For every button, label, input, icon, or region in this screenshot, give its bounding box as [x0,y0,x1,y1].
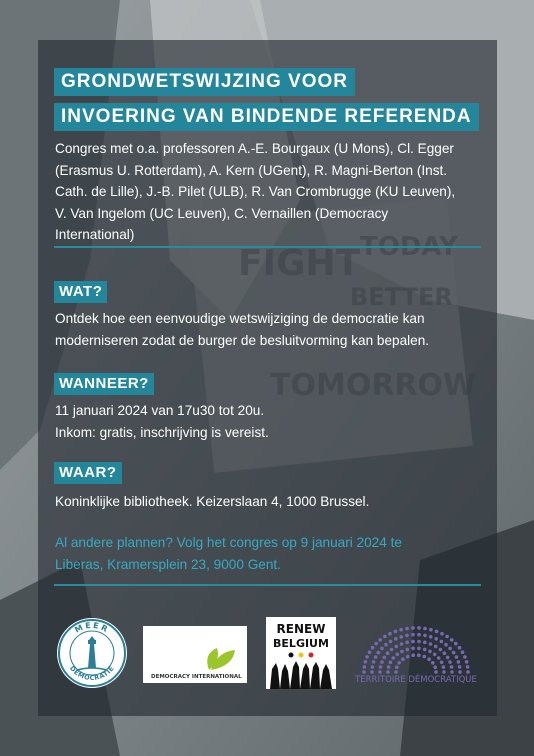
hemicycle-seat [446,656,450,660]
wat-line: Ontdek hoe een eenvoudige wetswijziging de democratie kan [55,311,425,326]
title-line-1: GRONDWETSWIJZING VOOR [54,68,355,96]
title-line-2: INVOERING VAN BINDENDE REFERENDA [54,103,479,131]
hemicycle-seat [395,665,399,669]
hemicycle-seat [442,665,446,669]
hemicycle-seat [454,642,458,646]
hemicycle-seat [458,665,462,669]
hemicycle-seat [455,655,459,659]
wat-line: moderniseren zodat de burger de besluitvorming kan bepalen. [55,332,430,348]
raised-hands-icon [270,661,332,689]
hemicycle-seat [439,648,443,652]
hemicycle-seat [380,647,384,651]
hemicycle-seat [423,634,427,638]
democracy-international-logo [143,626,247,683]
hemicycle-seat [380,660,384,664]
hemicycle-seat [450,638,454,642]
hemicycle-seat [406,655,410,659]
intro-line: International) [55,227,135,242]
hemicycle-seat [452,651,456,655]
hemicycle-seat [406,648,410,652]
wanneer-heading: WANNEER? [54,373,154,395]
hemicycle-seat [394,637,398,641]
wanneer-text [55,400,269,443]
hemicycle-seat [423,627,427,631]
alternative-date-note [55,532,402,575]
hemicycle-seat [417,640,421,644]
hemicycle-seat [417,647,421,651]
hemicycle-seat [379,638,383,642]
hemicycle-seat [440,632,444,636]
wat-text [55,308,429,351]
hemicycle-seat [378,670,382,674]
hemicycle-seat [399,628,403,632]
waar-heading: WAAR? [54,462,122,484]
hemicycle-seat [450,670,454,674]
meer-democratie-logo [55,616,129,690]
note-line: Al andere plannen? Volg het congres op 9 januari 2024 te [55,535,402,550]
democracy-international-text: DEMOCRACY INTERNATIONAL [151,674,242,680]
hemicycle-seat [387,665,391,669]
territoire-text: TERRITOIRE DÉMOCRATIQUE [355,675,477,685]
hemicycle-seat [429,642,433,646]
hemicycle-seat [371,665,375,669]
hemicycle-seat [445,635,449,639]
hemicycle-seat [429,628,433,632]
hemicycle-seat [457,660,461,664]
hemicycle-seat [394,630,398,634]
meer-text: MEER [73,620,111,635]
renew-belgium-logo [266,617,336,689]
hemicycle-seat [434,645,438,649]
hemicycle-seat [448,660,452,664]
hemicycle-seat [417,653,421,657]
hemicycle-seat [429,635,433,639]
hemicycle-seat [411,640,415,644]
hemicycle-seat [405,627,409,631]
hemicycle-seat [379,665,383,669]
hemicycle-seat [417,633,421,637]
hemicycle-seat [401,657,405,661]
hemicycle-seat [394,670,398,674]
hemicycle-seat [466,665,470,669]
hemicycle-seat [365,655,369,659]
renew-text: RENEW [276,622,326,636]
hemicycle-seat [396,653,400,657]
hemicycle-seat [363,665,367,669]
intro-line: (Erasmus U. Rotterdam), A. Kern (UGent), R. Magni-Berton (Inst. [55,162,448,178]
divider-bottom [54,584,481,586]
territoire-democratique-logo [346,614,486,688]
hemicycle-seat [458,646,462,650]
hemicycle-seat [411,653,415,657]
hemicycle-seat [431,661,435,665]
wat-heading: WAT? [54,281,107,303]
hemicycle-seat [458,670,462,674]
hemicycle-icon [346,614,486,688]
hemicycle-seat [389,661,393,665]
hemicycle-seat [383,635,387,639]
democratie-text: DEMOCRATIE [67,664,116,683]
hemicycle-seat [400,635,404,639]
hemicycle-seat [374,642,378,646]
hemicycle-seat [400,650,404,654]
intro-line: Congres met o.a. professoren A.-E. Bourgaux (U Mons), Cl. Egger [55,141,454,156]
hemicycle-seat [443,651,447,655]
hemicycle-seat [405,641,409,645]
hemicycle-seat [463,655,467,659]
hemicycle-seat [392,656,396,660]
belgium-text: BELGIUM [273,637,329,650]
hemicycle-seat [405,634,409,638]
hemicycle-seat [450,665,454,669]
wanneer-line: Inkom: gratis, inschrijving is vereist. [55,424,269,440]
wanneer-line: 11 januari 2024 van 17u30 tot 20u. [55,403,265,418]
hemicycle-seat [383,656,387,660]
hemicycle-seat [440,661,444,665]
hemicycle-seat [428,650,432,654]
hemicycle-seat [434,637,438,641]
leaf-icon [143,626,247,683]
intro-line: V. Van Ingelom (UC Leuven), C. Vernaillen (Democracy [55,205,389,221]
hemicycle-seat [384,643,388,647]
hemicycle-seat [444,643,448,647]
hemicycle-seat [433,653,437,657]
hemicycle-seat [374,655,378,659]
hemicycle-seat [461,650,465,654]
hemicycle-seat [440,640,444,644]
intro-line: Cath. de Lille), J.-B. Pilet (ULB), R. Van Crombrugge (KU Leuven), [55,184,456,199]
hemicycle-seat [386,670,390,674]
hemicycle-seat [427,657,431,661]
divider-top [54,246,481,248]
hemicycle-seat [362,670,366,674]
hemicycle-seat [442,670,446,674]
hemicycle-seat [388,632,392,636]
hemicycle-seat [423,648,427,652]
hemicycle-seat [423,641,427,645]
hemicycle-seat [423,655,427,659]
hemicycle-seat [371,646,375,650]
hemicycle-seat [465,660,469,664]
hemicycle-seat [377,651,381,655]
hemicycle-seat [435,630,439,634]
hemicycle-seat [400,642,404,646]
note-line: Liberas, Kramersplein 23, 9000 Gent. [55,556,281,572]
hemicycle-seat [372,660,376,664]
waar-text: Koninklijke bibliotheek. Keizerslaan 4, 1000 Brussel. [55,494,370,509]
hemicycle-seat [368,650,372,654]
hemicycle-seat [433,665,437,669]
hemicycle-seat [395,645,399,649]
hemicycle-seat [370,670,374,674]
hemicycle-seat [448,647,452,651]
hemicycle-seat [386,651,390,655]
hemicycle-seat [411,647,415,651]
hemicycle-seat [389,640,393,644]
hemicycle-seat [411,633,415,637]
hemicycle-seat [364,660,368,664]
hemicycle-seat [411,626,415,630]
hemicycle-seat [466,670,470,674]
hemicycle-seat [397,661,401,665]
hemicycle-seat [390,648,394,652]
hemicycle-seat [434,670,438,674]
hemicycle-seat [437,656,441,660]
hemicycle-seat [417,626,421,630]
intro-text [55,138,455,246]
